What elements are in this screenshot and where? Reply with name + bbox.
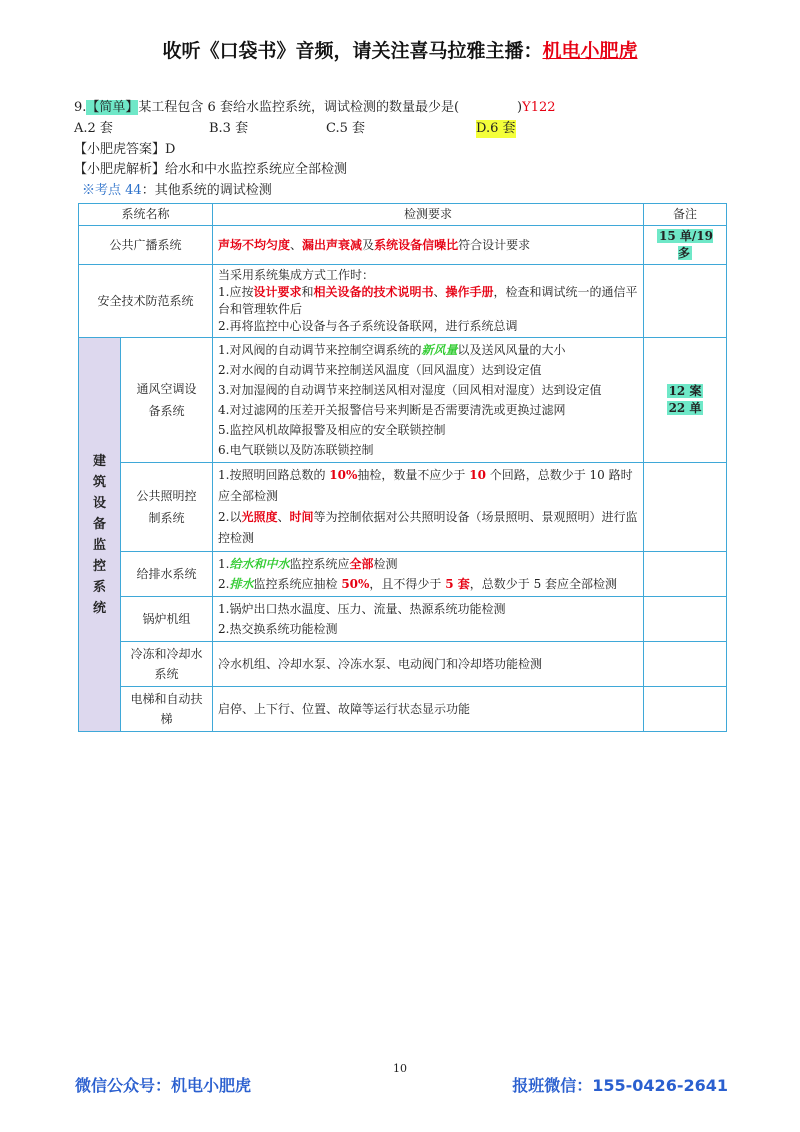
topic-line: ※考点 44：其他系统的调试检测: [82, 183, 272, 198]
option-b: B.3 套: [209, 121, 249, 136]
options-row: [74, 120, 674, 138]
header-notes: 备注: [644, 204, 727, 226]
header-author-link[interactable]: 机电小肥虎: [542, 40, 638, 62]
table-row: 给排水系统 1.给水和中水监控系统应全部检测 2.排水监控系统应抽检 50%，且不得少于 5 套，总数少于 5 套应全部检测: [79, 552, 727, 597]
table-row: 建筑设备监控系统 通风空调设备系统 1.对风阀的自动调节来控制空调系统的新风量以及送风风量的大小 2.对水阀的自动调节来控制送风温度（回风温度）达到设定值 3.对加湿阀的自动调节来控制送风相对湿度（回风相对湿度）达到设定值 4.对过滤网的压差开关报警信号来判断是否需要清洗或更换过滤网 5.监控风机故障报警及相应的安全联锁控制 6.电气联锁以及防冻联锁控制 12 案 22 单: [79, 338, 727, 463]
side-group-label: 建筑设备监控系统: [79, 338, 121, 732]
table-row: 安全技术防范系统 当采用系统集成方式工作时： 1.应按设计要求和相关设备的技术说明书、操作手册，检查和调试统一的通信平台和管理软件后 2.再将监控中心设备与各子系统设备联网，进行系统总调: [79, 265, 727, 338]
header-requirements: 检测要求: [213, 204, 644, 226]
option-d: D.6 套: [476, 121, 516, 136]
question-stem: 9.【简单】某工程包含 6 套给水监控系统，调试检测的数量最少是( )Y122: [74, 100, 556, 115]
reference-mark-icon: ※: [82, 183, 96, 198]
note-badge: 15 单/19 多: [659, 229, 713, 260]
analysis-line: 【小肥虎解析】给水和中水监控系统应全部检测: [74, 162, 348, 177]
table-row: 锅炉机组 1.锅炉出口热水温度、压力、流量、热源系统功能检测 2.热交换系统功能检测: [79, 597, 727, 642]
page-number: 10: [393, 1062, 407, 1075]
note-badge: 12 案: [668, 384, 702, 398]
header-system-name: 系统名称: [79, 204, 213, 226]
option-c: C.5 套: [326, 121, 366, 136]
answer-line: 【小肥虎答案】D: [74, 142, 176, 157]
difficulty-tag: 【简单】: [86, 100, 139, 115]
footer-wechat-account: 微信公众号：机电小肥虎: [75, 1076, 252, 1095]
note-badge: 22 单: [668, 401, 702, 415]
footer-contact: 报班微信：155-0426-2641: [512, 1076, 728, 1095]
table-row: 冷冻和冷却水系统 冷水机组、冷却水泵、冷冻水泵、电动阀门和冷却塔功能检测: [79, 642, 727, 687]
test-requirements-table: [78, 203, 727, 732]
header-prefix: 收听《口袋书》音频，请关注喜马拉雅主播：: [162, 40, 543, 62]
table-header-row: [79, 204, 727, 226]
table-row: 公共照明控制系统 1.按照明回路总数的 10%抽检，数量不应少于 10 个回路，总数少于 10 路时应全部检测 2.以光照度、时间等为控制依据对公共照明设备（场景照明、景观照明）进行监控检测: [79, 463, 727, 552]
page-header: [0, 36, 800, 63]
option-a: A.2 套: [74, 121, 113, 136]
table-row: 电梯和自动扶梯 启停、上下行、位置、故障等运行状态显示功能: [79, 687, 727, 732]
table-row: 公共广播系统 声场不均匀度、漏出声衰减及系统设备信噪比符合设计要求 15 单/19 多: [79, 226, 727, 265]
question-ref: Y122: [522, 100, 556, 115]
